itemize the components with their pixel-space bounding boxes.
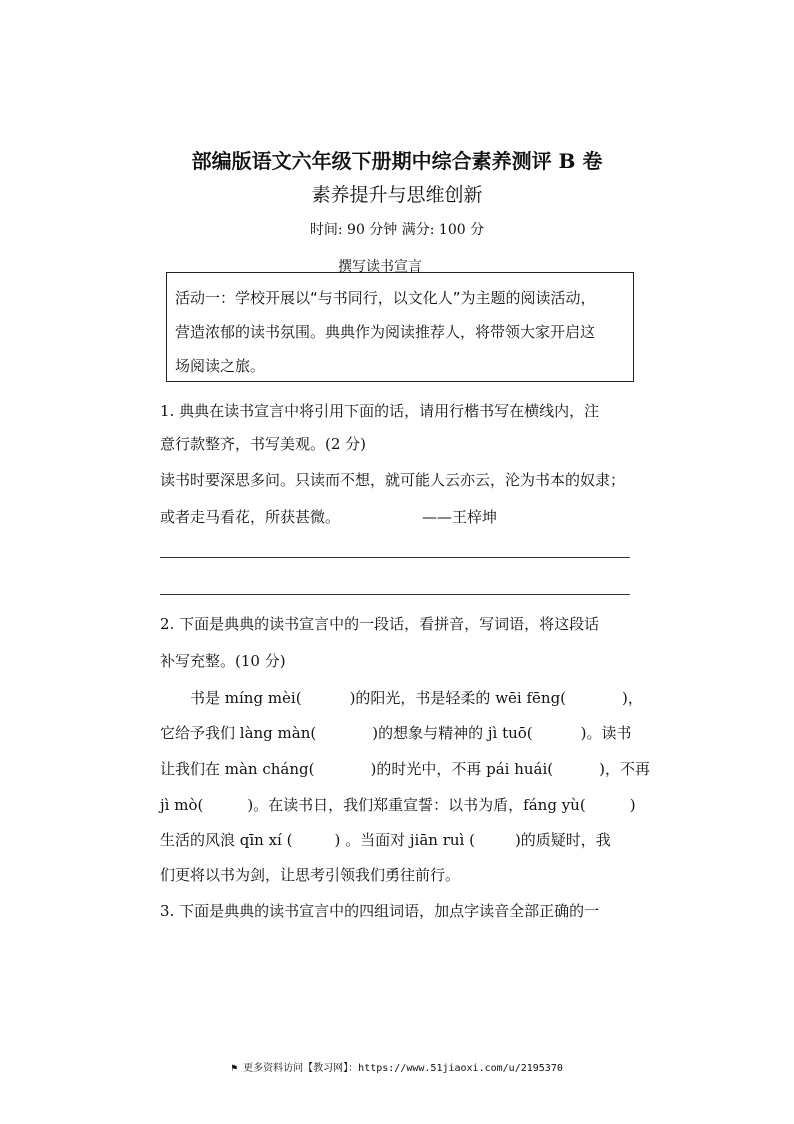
q2-passage-line: 生活的风浪 qīn xí ( ) 。当面对 jiān ruì ( )的质疑时，我 [160, 831, 611, 849]
section-heading: 撰写读书宣言 [338, 259, 422, 275]
q2-passage-line: 们更将以书为剑，让思考引领我们勇往前行。 [160, 866, 461, 884]
q2-prompt-line1: 2. 下面是典典的读书宣言中的一段话，看拼音，写词语，将这段话 [160, 615, 600, 633]
q1-author: ——王梓坤 [422, 508, 498, 526]
q1-quote-line2: 或者走马看花，所获甚微。 [160, 508, 341, 526]
writing-line[interactable] [160, 557, 630, 558]
activity-line: 活动一：学校开展以“与书同行，以文化人”为主题的阅读活动， [175, 289, 596, 307]
flag-icon: ⚑ [231, 1063, 238, 1074]
document-title: 部编版语文六年级下册期中综合素养测评 B 卷 [191, 149, 603, 173]
footer-link[interactable] [0, 1059, 794, 1074]
q2-prompt-line2: 补写充整。(10 分) [160, 652, 286, 670]
writing-line[interactable] [160, 594, 630, 595]
document-subtitle: 素养提升与思维创新 [311, 184, 483, 206]
q3-prompt-line1: 3. 下面是典典的读书宣言中的四组词语，加点字读音全部正确的一 [160, 902, 600, 920]
activity-box [166, 272, 634, 382]
exam-meta: 时间: 90 分钟 满分: 100 分 [309, 222, 485, 238]
activity-line: 场阅读之旅。 [175, 357, 266, 375]
q2-passage-line: 它给予我们 làng màn( )的想象与精神的 jì tuō( )。读书 [160, 724, 632, 742]
q1-prompt-line1: 1. 典典在读书宣言中将引用下面的话，请用行楷书写在横线内，注 [160, 402, 600, 420]
q2-passage-line: jì mò( )。在读书日，我们郑重宣誓：以书为盾，fáng yù( ) [160, 796, 636, 814]
q1-prompt-line2: 意行款整齐，书写美观。(2 分) [160, 435, 367, 453]
q1-quote-line1: 读书时要深思多问。只读而不想，就可能人云亦云，沦为书本的奴隶； [160, 471, 626, 489]
footer-text: 更多资料访问【教习网】：https://www.51jiaoxi.com/u/2195370 [243, 1063, 563, 1074]
q2-passage-line: 让我们在 màn cháng( )的时光中，不再 pái huái( )，不再 [160, 760, 650, 778]
q2-passage-line: 书是 míng mèi( )的阳光，书是轻柔的 wēi fēng( )， [190, 689, 643, 707]
activity-line: 营造浓郁的读书氛围。典典作为阅读推荐人，将带领大家开启这 [175, 323, 596, 341]
